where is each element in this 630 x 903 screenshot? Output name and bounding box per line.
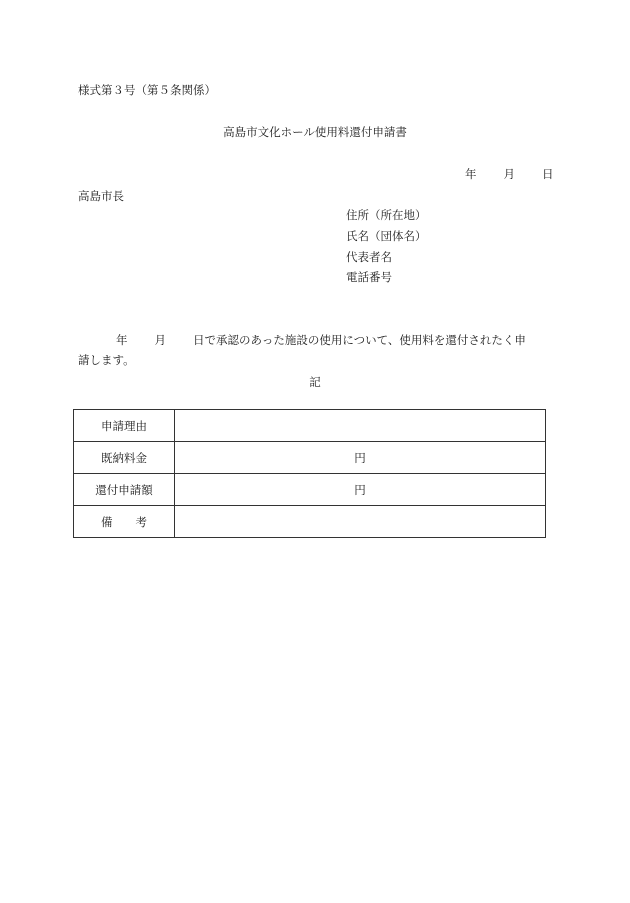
row-value	[175, 410, 546, 442]
body-month: 月	[154, 333, 166, 347]
applicant-address-label: 住所（所在地）	[346, 208, 427, 222]
row-value: 円	[175, 442, 546, 474]
row-value	[175, 506, 546, 538]
table-row	[74, 506, 546, 538]
body-text-line-2: 請します。	[78, 353, 135, 367]
document-title: 高島市文化ホール使用料還付申請書	[223, 125, 407, 139]
body-year: 年	[116, 333, 128, 347]
note-heading: 記	[309, 375, 321, 389]
row-value: 円	[175, 474, 546, 506]
details-table	[73, 409, 546, 538]
table-row	[74, 474, 546, 506]
applicant-name-label: 氏名（団体名）	[346, 229, 427, 243]
row-label: 備 考	[74, 506, 175, 538]
applicant-phone-label: 電話番号	[346, 270, 392, 284]
date-month: 月	[503, 167, 515, 181]
table-row	[74, 410, 546, 442]
body-text-line-1	[78, 332, 526, 348]
addressee: 高島市長	[78, 189, 124, 203]
row-label: 還付申請額	[74, 474, 175, 506]
body-text: 日で承認のあった施設の使用について、使用料を還付されたく申	[193, 333, 526, 347]
date-line	[465, 166, 554, 182]
row-label: 申請理由	[74, 410, 175, 442]
table-row	[74, 442, 546, 474]
applicant-representative-label: 代表者名	[346, 250, 392, 264]
form-number: 様式第３号（第５条関係）	[78, 83, 216, 97]
date-year: 年	[465, 167, 477, 181]
date-day: 日	[542, 167, 554, 181]
row-label: 既納料金	[74, 442, 175, 474]
